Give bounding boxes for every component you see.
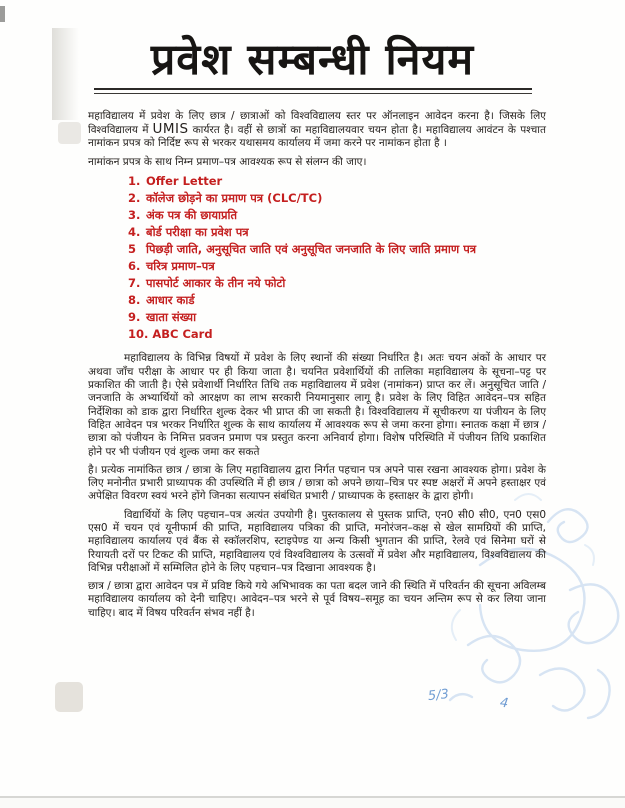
list-item-number: 4. (128, 224, 141, 239)
document-body (88, 110, 546, 620)
scan-smudge (55, 682, 83, 712)
list-item (128, 209, 546, 222)
list-item (128, 260, 546, 273)
list-item (128, 192, 546, 205)
scan-bottom-strip (0, 798, 625, 808)
list-item-label: अंक पत्र की छायाप्रति (146, 207, 238, 222)
list-item-number: 3. (128, 207, 141, 222)
title-double-underline (94, 88, 532, 94)
list-item-number: 8. (128, 292, 141, 307)
list-item-label: Offer Letter (146, 173, 223, 188)
handwritten-pen-mark: 4 (498, 695, 510, 712)
list-item (128, 277, 546, 290)
list-item-label: ABC Card (152, 326, 213, 341)
list-item-number: 9. (128, 309, 141, 324)
scan-smudge (58, 122, 81, 144)
intro-paragraph (88, 110, 546, 151)
list-item-number: 2. (128, 190, 141, 205)
list-item-label: पासपोर्ट आकार के तीन नये फोटो (146, 275, 286, 290)
list-item (128, 311, 546, 324)
id-card-paragraph: है। प्रत्येक नामांकित छात्र / छात्रा के लिए महाविद्यालय द्वारा निर्गत पहचान पत्र अपने पास रखना आवश्यक होगा। प्रवेश के लिए मनोनीत प्रभारी प्राध्यापक की उपस्थिति में ही छात्र / छात्रा को अपने छाया–चित्र पर स्पष्ट अक्षरों में अपने हस्ताक्षर एवं अपेक्षित विवरण स्वयं भरने होंगे जिनका सत्यापन संबंधित प्रभारी / प्राध्यापक के हस्ताक्षर के द्वारा होगी। (88, 463, 546, 503)
page-title: प्रवेश सम्बन्धी नियम (150, 35, 475, 85)
list-item (128, 243, 546, 256)
list-item (128, 328, 546, 341)
selection-paragraph: महाविद्यालय के विभिन्न विषयों में प्रवेश के लिए स्थानों की संख्या निर्धारित है। अतः चयन अंकों के आधार पर अथवा जाँच परीक्षा के आधार पर ही किया जाता है। चयनित प्रवेशार्थियों की तालिका महाविद्यालय के सूचना–पट्ट पर प्रकाशित की जाती है। ऐसे प्रवेशार्थी निर्धारित तिथि तक महाविद्यालय में प्रवेश (नामांकन) प्राप्त कर लें। अनुसूचित जाति / जनजाति के अभ्यार्थियों को आरक्षण का लाभ सरकारी नियमानुसार लागू है। प्रवेश के लिए विहित आवेदन–पत्र सहित निर्देशिका को डाक द्वारा निर्धारित शुल्क देकर भी प्राप्त की जा सकती है। विश्वविद्यालय में सूचीकरण या पंजीयन के लिए विहित आवेदन पत्र भरकर निर्धारित शुल्क के साथ कार्यालय में आवश्यक रूप से जमा करना होगा। स्नातक कक्षा में छात्र / छात्रा को पंजीयन के निमित्त प्रवजन प्रमाण पत्र प्रस्तुत करना अनिवार्य होगा। विशेष परिस्थिति में पंजीयन तिथि प्रकाशित होने पर भी पंजीयन एवं शुल्क जमा कर सकते (88, 352, 546, 458)
list-item-label: कॉलेज छोड़ने का प्रमाण पत्र (CLC/TC) (146, 190, 323, 205)
handwritten-pen-mark: 5/3 (427, 686, 450, 705)
list-item-number: 10. (128, 326, 149, 341)
list-item-number: 6. (128, 258, 141, 273)
id-usage-paragraph: विद्यार्थियों के लिए पहचान–पत्र अत्यंत उपयोगी है। पुस्तकालय से पुस्तक प्राप्ति, एन0 सी0 सी0, एन0 एस0 एस0 में चयन एवं यूनीफार्म की प्राप्ति, महाविद्यालय पत्रिका की प्राप्ति, मनोरंजन–कक्ष से खेल सामग्रियों की प्राप्ति, महाविद्यालय कार्यालय एवं बैंक से स्कॉलरशिप, स्टाइपेण्ड या अन्य किसी भुगतान की प्राप्ति, रेलवे एवं सिनेमा घरों से रियायती दरों पर टिकट की प्राप्ति, महाविद्यालय एवं विश्वविद्यालय के उत्सवों में प्रवेश और महाविद्यालय, विश्वविद्यालय की विभिन्न परीक्षाओं में सम्मिलित होने के लिए पहचान–पत्र दिखाना आवश्यक है। (88, 508, 546, 574)
umis-acronym: UMIS (152, 121, 189, 138)
list-item-label: आधार कार्ड (146, 292, 195, 307)
required-documents-list (128, 175, 546, 341)
list-item (128, 175, 546, 188)
address-change-paragraph: छात्र / छात्रा द्वारा आवेदन पत्र में प्रविष्ट किये गये अभिभावक का पता बदल जाने की स्थिति में परिवर्तन की सूचना अविलम्ब महाविद्यालय कार्यालय को देनी चाहिए। आवेदन–पत्र भरने से पूर्व विषय–समूह का चयन अन्तिम रूप से कर लिया जाना चाहिए। बाद में विषय परिवर्तन संभव नहीं है। (88, 580, 546, 619)
list-item-label: चरित्र प्रमाण–पत्र (146, 258, 215, 273)
scan-bottom-edge-line (0, 796, 625, 798)
list-item (128, 294, 546, 307)
intro-text-after-umis: कार्यरत है। वहीं से छात्रों का महाविद्यालयवार चयन होता है। महाविद्यालय आवंटन के पश्चात नामांकन प्रपत्र को निर्दिष्ट रूप से भरकर यथासमय कार्यालय में जमा करने पर नामांकन होता है । (88, 124, 546, 150)
list-item-number: 1. (128, 173, 141, 188)
attachments-note: नामांकन प्रपत्र के साथ निम्न प्रमाण–पत्र आवश्यक रूप से संलग्न की जाए। (88, 155, 367, 168)
list-item-number: 5 (128, 241, 137, 256)
list-item (128, 226, 546, 239)
list-item-label: बोर्ड परीक्षा का प्रवेश पत्र (146, 224, 249, 239)
list-item-label: पिछड़ी जाति, अनुसूचित जाति एवं अनुसूचित जनजाति के लिए जाति प्रमाण पत्र (146, 241, 477, 256)
intro-text-before-umis: महाविद्यालय में प्रवेश के लिए छात्र / छात्राओं को विश्वविद्यालय स्तर पर ऑनलाइन आवेदन करना है। जिसके लिए विश्वविद्यालय में (88, 109, 546, 137)
list-item-number: 7. (128, 275, 141, 290)
list-item-label: खाता संख्या (146, 309, 197, 324)
